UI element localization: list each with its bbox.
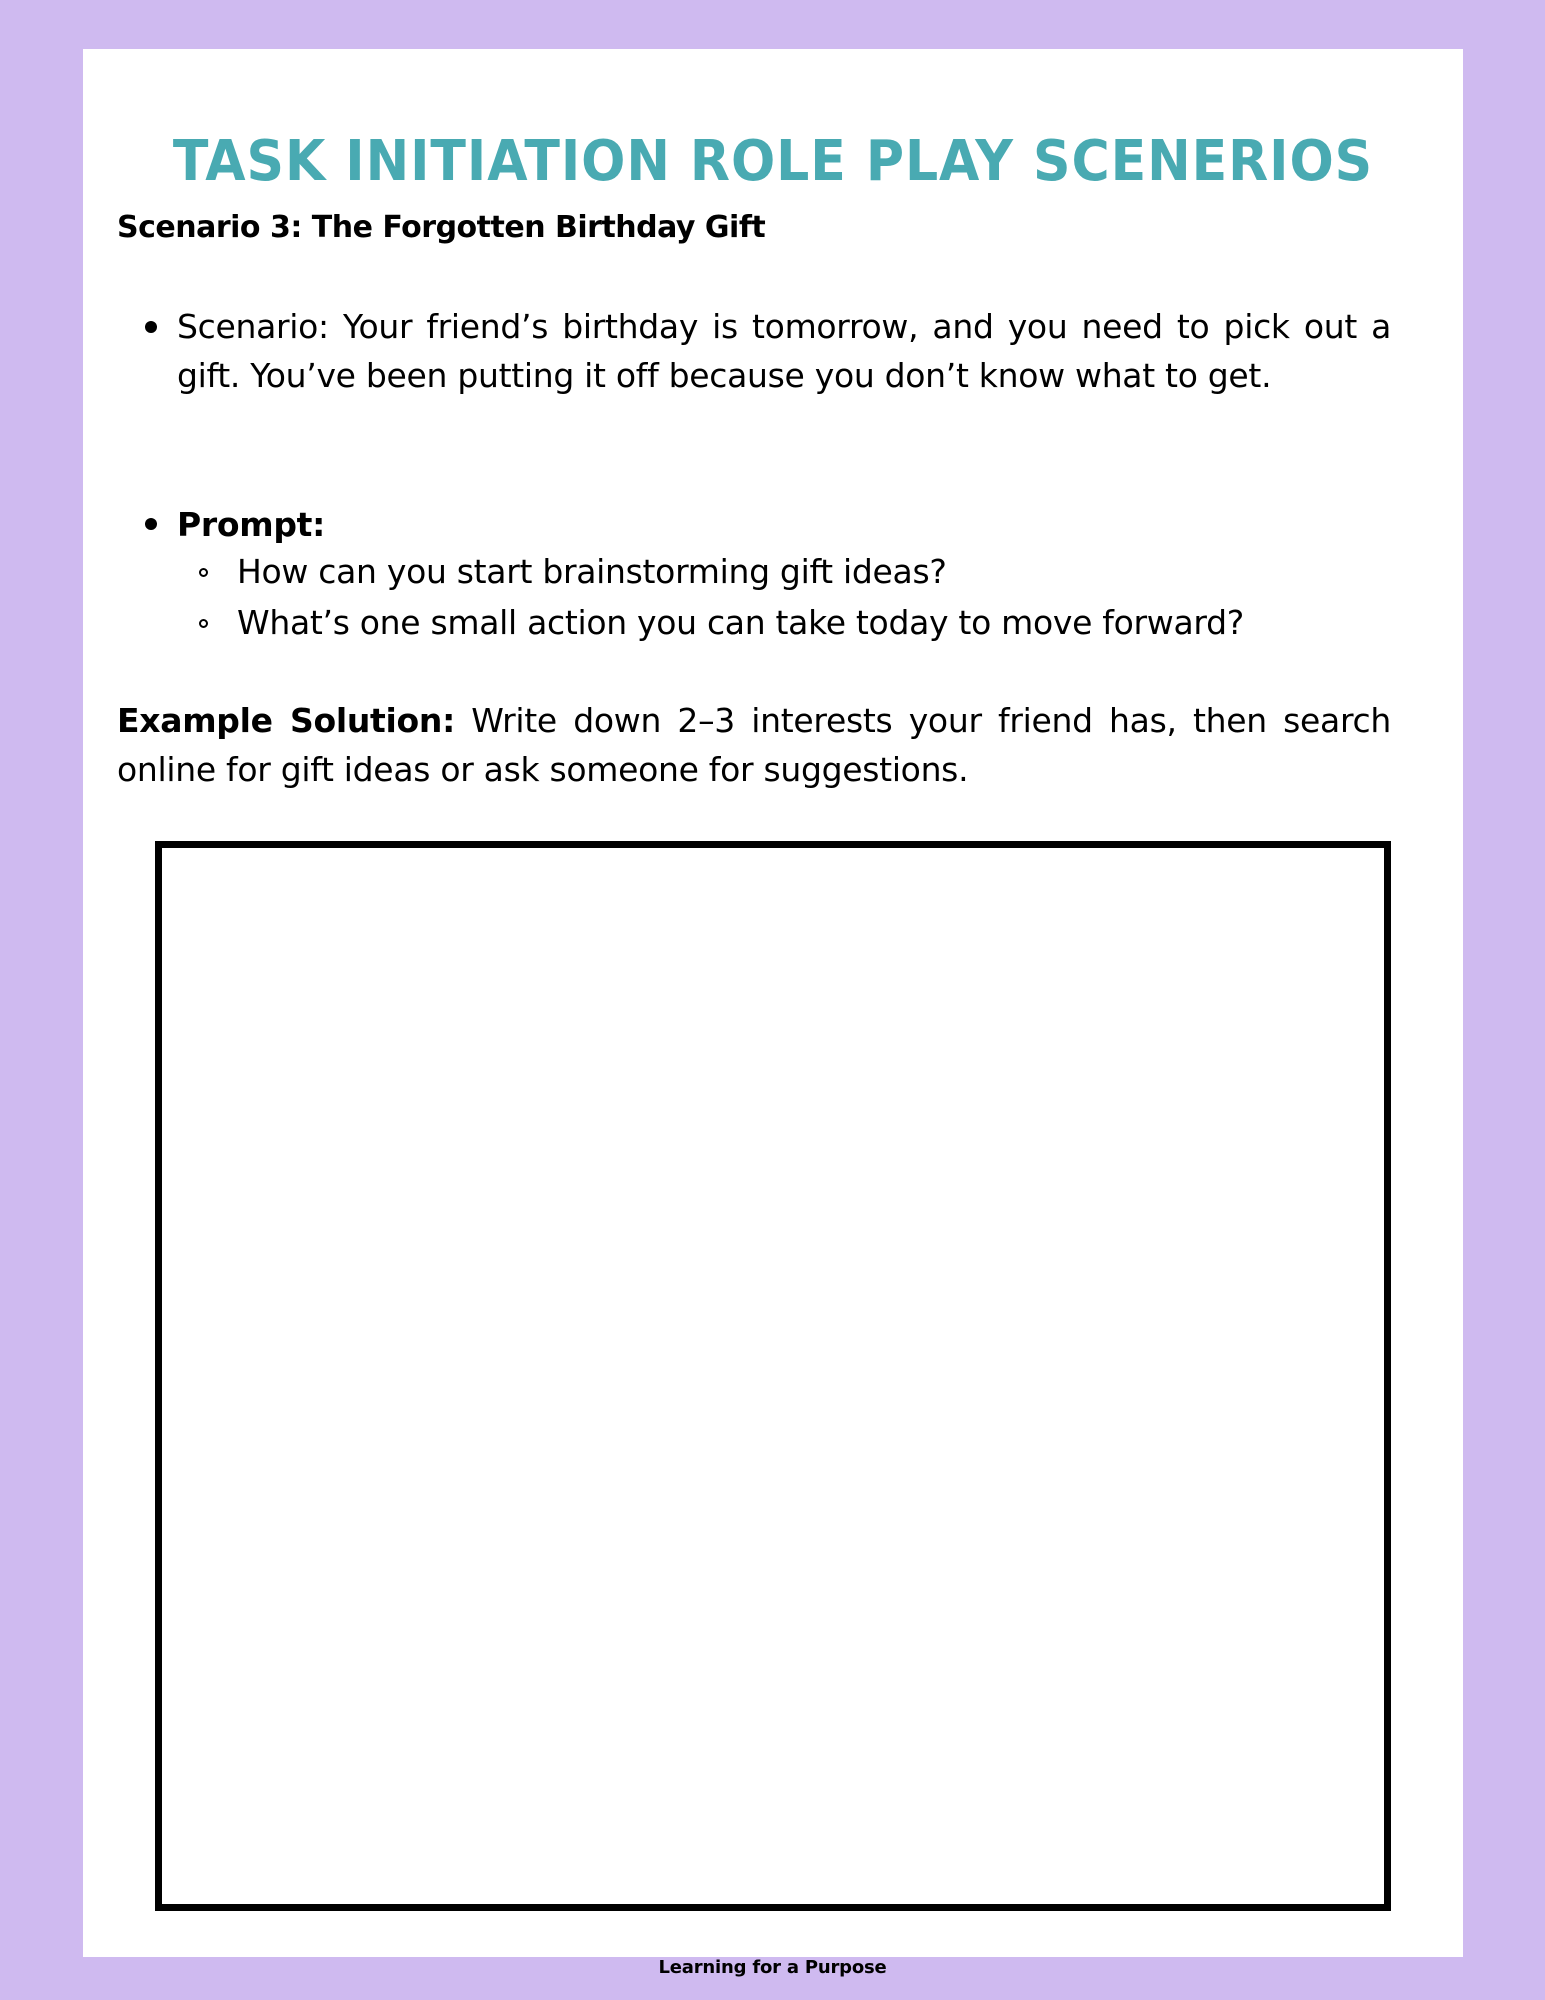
prompt-item: How can you start brainstorming gift ideas? [237,552,947,591]
example-solution [117,696,1391,794]
answer-box[interactable] [155,841,1391,1911]
page-title: TASK INITIATION ROLE PLAY SCENERIOS [172,129,1374,194]
prompt-label: Prompt: [177,505,326,544]
example-label: Example Solution: [117,701,455,740]
footer-brand: Learning for a Purpose [658,1957,887,1978]
example-text: Write down 2–3 interests your friend has, then search online for gift ideas or ask someone for suggestions. [117,701,1391,789]
prompt-item: What’s one small action you can take today to move forward? [237,603,1244,642]
sub-bullet-icon [199,619,208,628]
scenario-description: Scenario: Your friend’s birthday is tomorrow, and you need to pick out a gift. You’ve been putting it off because you don’t know what to get. [177,307,1391,395]
bullet-icon [145,321,157,333]
scenario-heading: Scenario 3: The Forgotten Birthday Gift [117,210,766,245]
bullet-icon [145,518,157,530]
sub-bullet-icon [199,568,208,577]
